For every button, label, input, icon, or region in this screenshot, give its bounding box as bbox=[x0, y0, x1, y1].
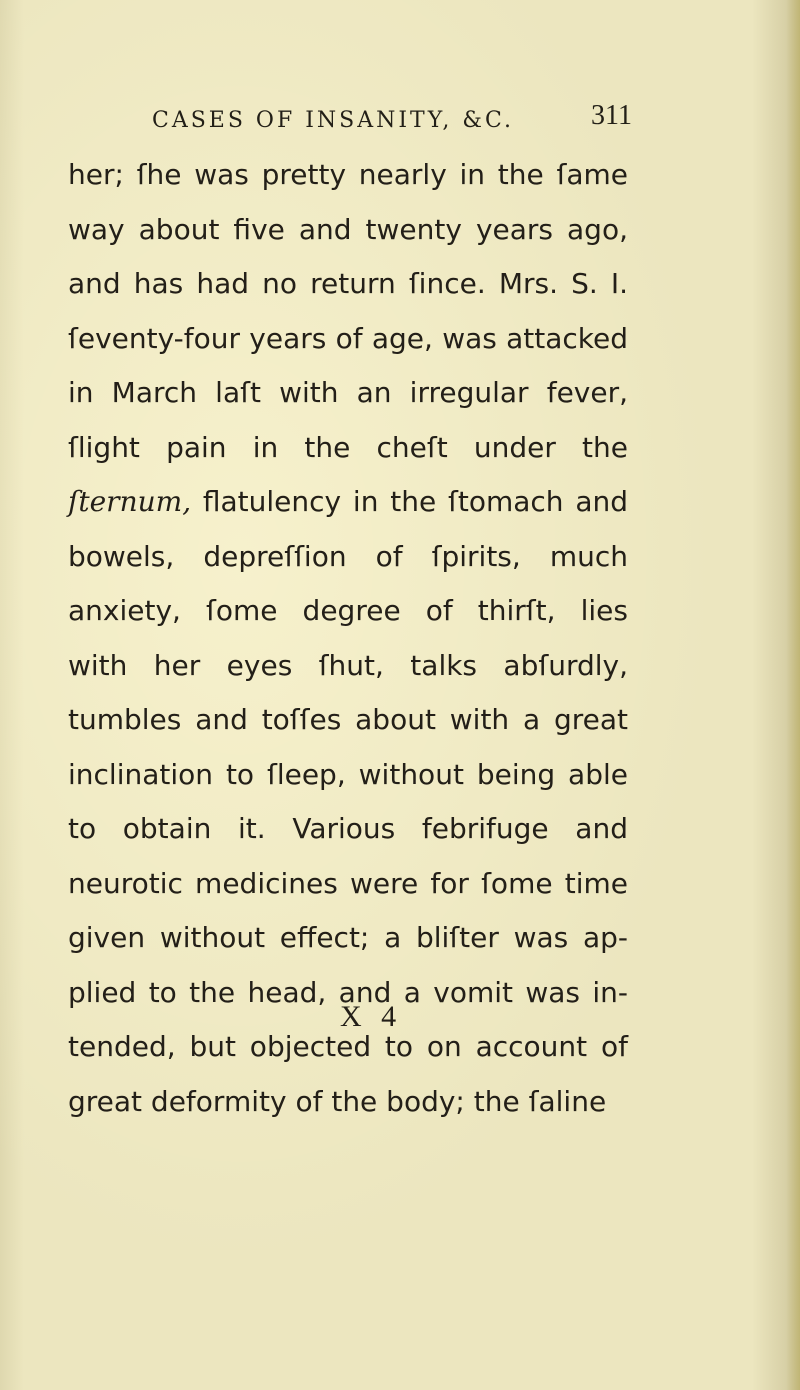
text-line: neurotic medicines were for ſome time bbox=[68, 866, 628, 900]
text-line-sternum bbox=[68, 475, 628, 530]
text-line: and has had no return ſince. Mrs. S. I. bbox=[68, 267, 628, 300]
running-head bbox=[152, 100, 632, 140]
text-line: inclination to ſleep, without being able bbox=[68, 757, 628, 791]
text-line: given without effect; a bliſter was ap- bbox=[68, 921, 628, 954]
text-line: her; ſhe was pretty nearly in the ſame bbox=[68, 158, 628, 191]
text-line: ſlight pain in the cheſt under the bbox=[68, 430, 628, 464]
text-line: plied to the head, and a vomit was in- bbox=[68, 975, 628, 1009]
italic-term: ſternum, bbox=[68, 485, 192, 518]
body-text bbox=[68, 148, 628, 1129]
page-edge-stain bbox=[786, 0, 800, 1390]
text-line: way about five and twenty years ago, bbox=[68, 212, 628, 246]
text-line-rest: flatulency in the ſtomach and bbox=[191, 485, 628, 518]
text-line: great deformity of the body; the ſaline bbox=[68, 1084, 607, 1118]
text-line: ſeventy-four years of age, was attacked bbox=[68, 321, 628, 355]
running-title: CASES OF INSANITY, &C. bbox=[152, 108, 515, 133]
text-line: anxiety, ſome degree of thirſt, lies bbox=[68, 594, 628, 627]
text-line: bowels, depreſſion of ſpirits, much bbox=[68, 539, 628, 573]
text-line: tumbles and toſſes about with a great bbox=[68, 703, 628, 736]
page-number: 311 bbox=[591, 100, 632, 131]
text-line: in March laſt with an irregular fever, bbox=[68, 376, 628, 409]
text-line: to obtain it. Various febrifuge and bbox=[68, 812, 628, 845]
text-line: tended, but objected to on account of bbox=[68, 1030, 628, 1063]
signature-mark: X 4 bbox=[340, 1000, 403, 1033]
text-line: with her eyes ſhut, talks abſurdly, bbox=[68, 648, 628, 682]
